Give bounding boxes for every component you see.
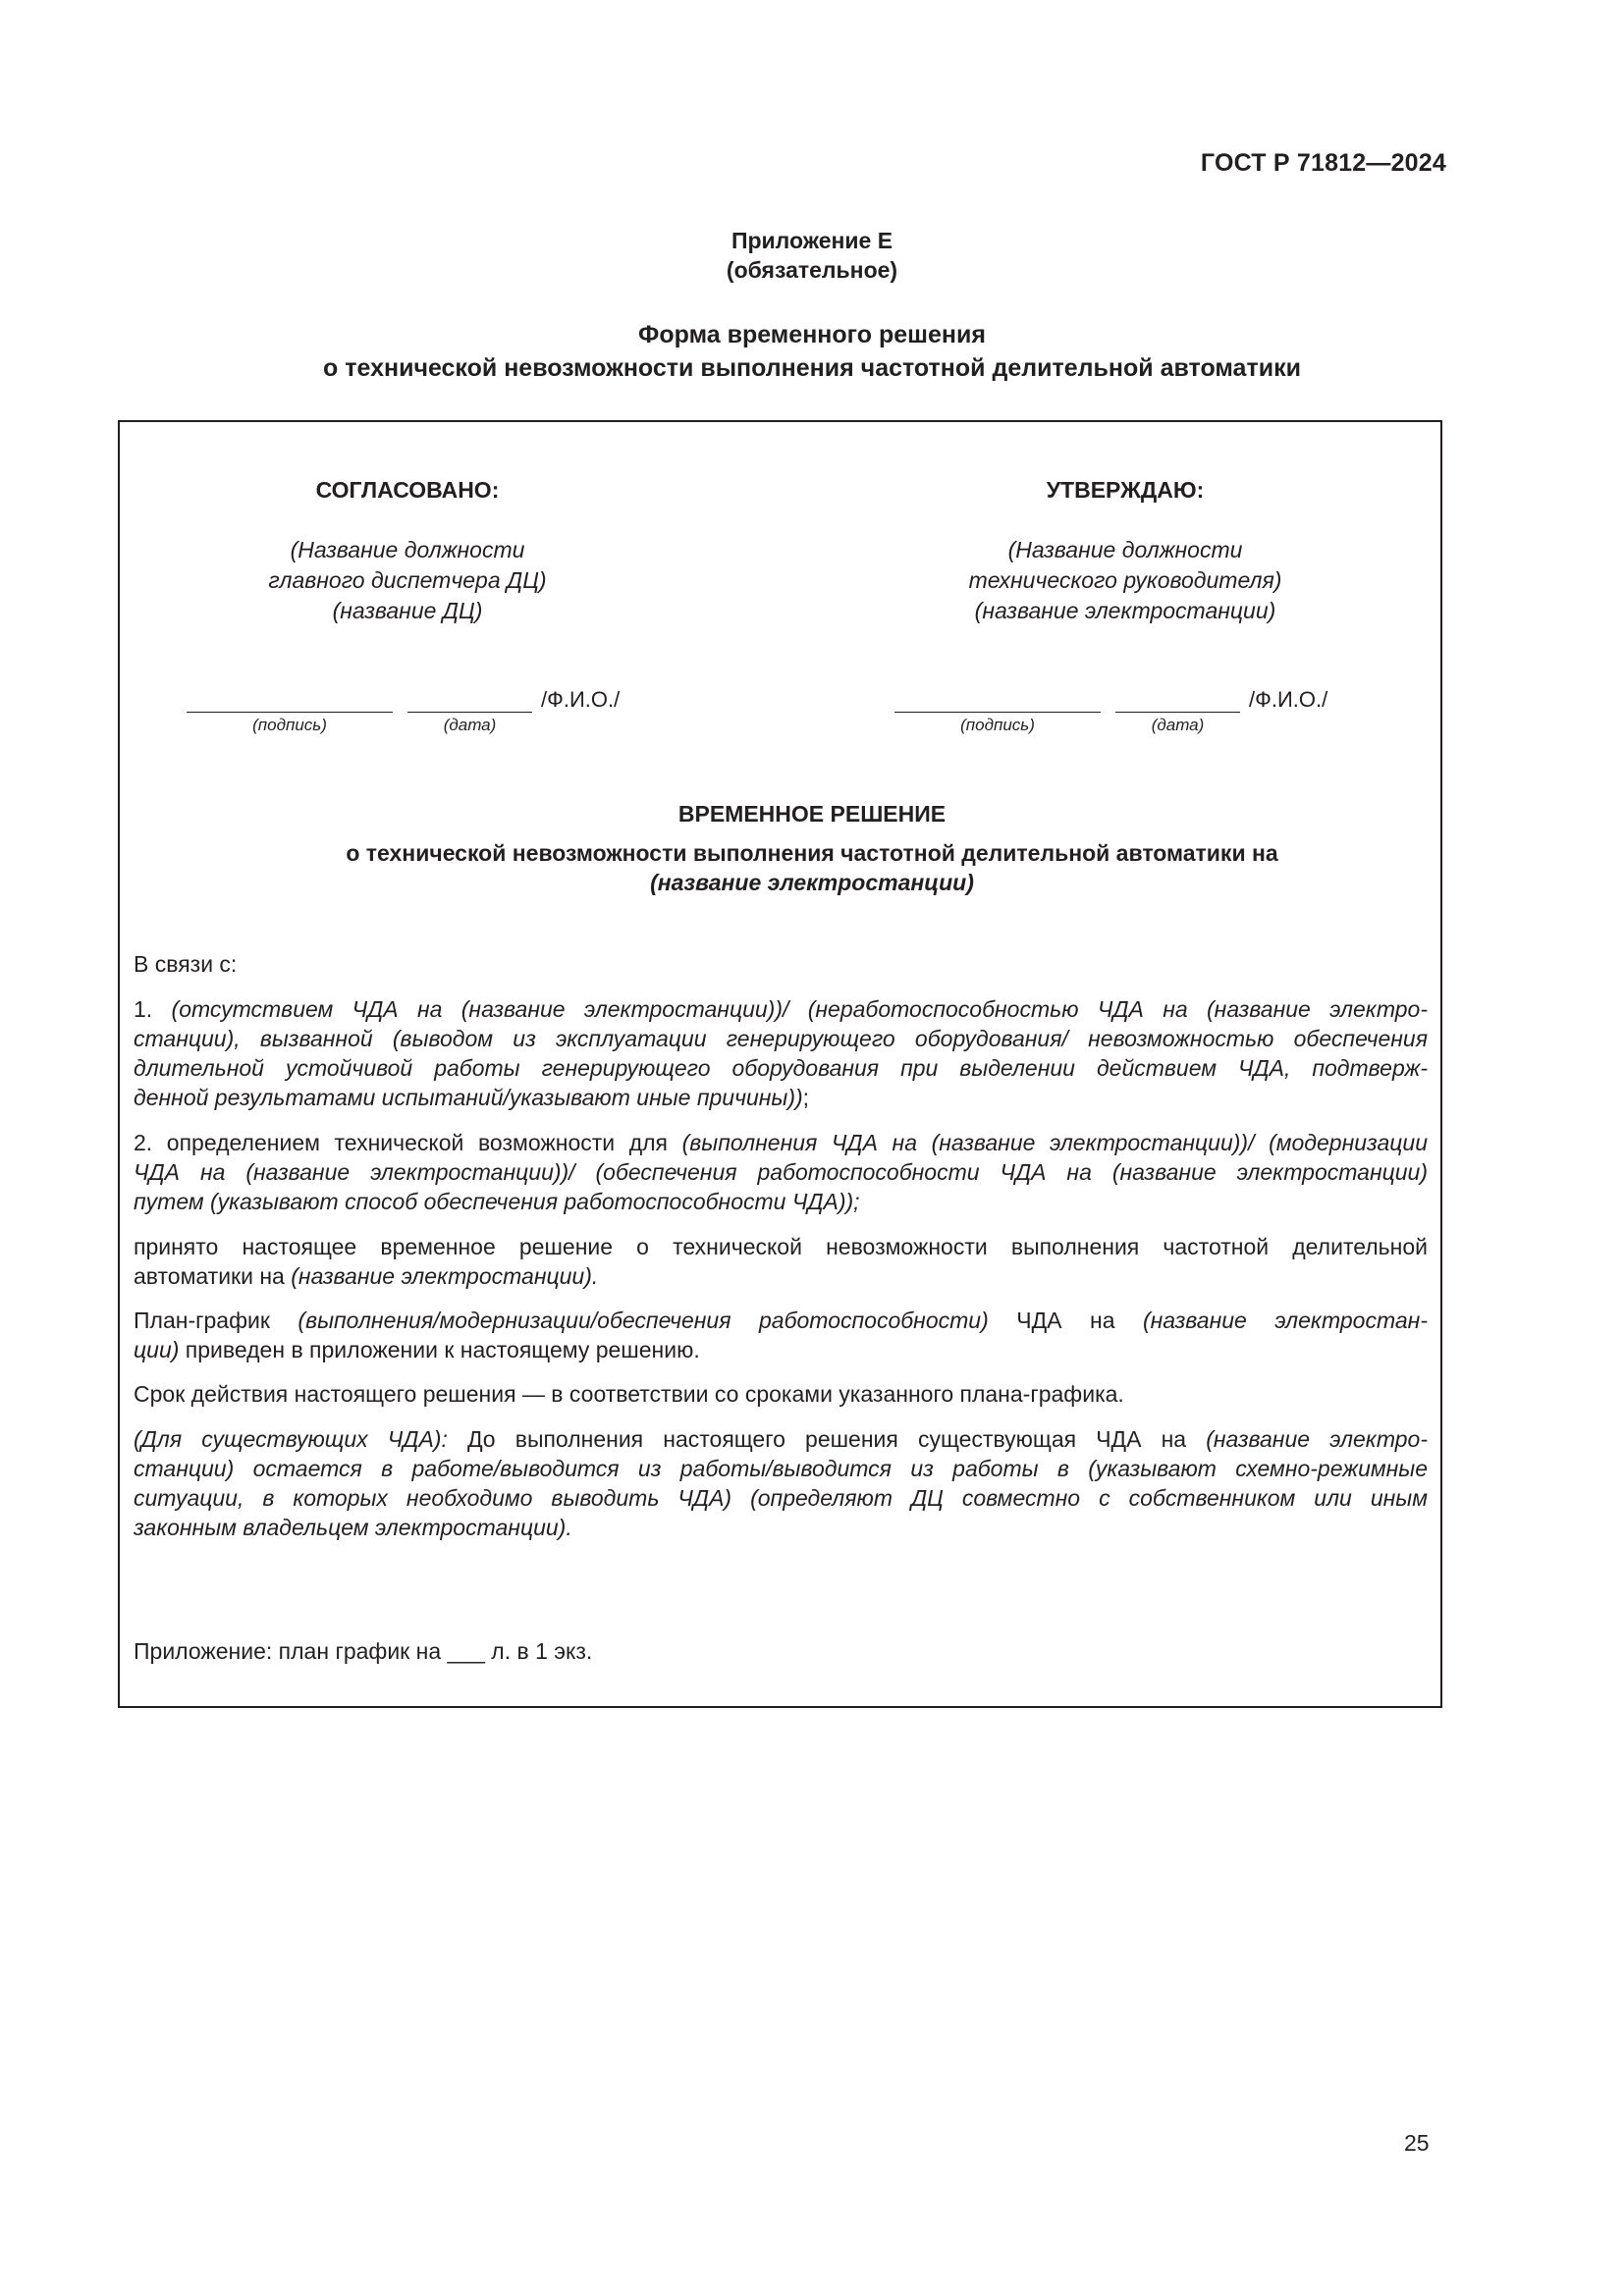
form-title-line-1: Форма временного решения bbox=[638, 321, 986, 348]
paragraph-6: (Для существующих ЧДА): До выполнения настоящего решения существующая ЧДА на (название электро- станции) остается в работе/выводится из работы/выводится из работы в (указывают схемно-режимные ситуации, в которых необходимо выводить ЧДА) (определяют ДЦ совместно с собственником или иным законным владельцем электростанции). bbox=[134, 1426, 1428, 1540]
approved-left-heading: СОГЛАСОВАНО: bbox=[315, 477, 500, 503]
paragraph-1: 1. (отсутствием ЧДА на (название электростанции))/ (неработоспособностью ЧДА на (название электро- станции), вызванной (выводом из эксплуатации генерирующего оборудования/ невозможностью обеспечения длительной устойчивой работы генерирующего оборудования при выделении действием ЧДА, подтверж- денной результатами испытаний/указывают иные причины)); bbox=[134, 996, 1428, 1110]
decision-subtitle: о технической невозможности выполнения частотной делительной автоматики на bbox=[346, 840, 1278, 866]
left-signature-caption: (подпись) bbox=[252, 716, 327, 734]
decision-title: ВРЕМЕННОЕ РЕШЕНИЕ bbox=[677, 801, 947, 827]
page-number: 25 bbox=[1404, 2130, 1430, 2156]
left-signature-line[interactable] bbox=[187, 712, 393, 713]
left-fio: /Ф.И.О./ bbox=[541, 687, 621, 712]
approved-left-position: (Название должности главного диспетчера ДЦ) (название ДЦ) bbox=[268, 537, 547, 623]
paragraph-5: Срок действия настоящего решения — в соответствии со сроками указанного плана-графика. bbox=[134, 1381, 1124, 1407]
decision-subtitle-station: (название электростанции) bbox=[650, 870, 974, 895]
approved-right-heading: УТВЕРЖДАЮ: bbox=[1046, 477, 1205, 503]
left-date-line[interactable] bbox=[407, 712, 532, 713]
body-intro: В связи с: bbox=[134, 951, 238, 977]
document-code: ГОСТ Р 71812—2024 bbox=[1200, 149, 1446, 177]
right-signature-line[interactable] bbox=[894, 712, 1101, 713]
right-signature-caption: (подпись) bbox=[960, 716, 1035, 734]
appendix-status: (обязательное) bbox=[726, 257, 898, 283]
paragraph-3: принято настоящее временное решение о технической невозможности выполнения частотной делительной автоматики на (название электростанции). bbox=[134, 1234, 1428, 1289]
approved-right-position: (Название должности технического руководителя) (название электростанции) bbox=[968, 537, 1282, 623]
form-title-line-2: о технической невозможности выполнения частотной делительной автоматики bbox=[323, 354, 1301, 382]
paragraph-2: 2. определением технической возможности для (выполнения ЧДА на (название электростанции))/ (модернизации ЧДА на (название электростанции))/ (обеспечения работоспособности ЧДА на (название электростанции) путем (указывают способ обеспечения работоспособности ЧДА)); bbox=[134, 1130, 1428, 1214]
right-fio: /Ф.И.О./ bbox=[1249, 687, 1328, 712]
right-date-caption: (дата) bbox=[1151, 716, 1205, 734]
left-date-caption: (дата) bbox=[443, 716, 497, 734]
attachment-note: Приложение: план график на ___ л. в 1 экз. bbox=[134, 1638, 593, 1664]
appendix-title: Приложение Е bbox=[731, 228, 893, 253]
paragraph-4: План-график (выполнения/модернизации/обеспечения работоспособности) ЧДА на (название электростан- ции) приведен в приложении к настоящему решению. bbox=[134, 1308, 1428, 1362]
right-date-line[interactable] bbox=[1115, 712, 1240, 713]
